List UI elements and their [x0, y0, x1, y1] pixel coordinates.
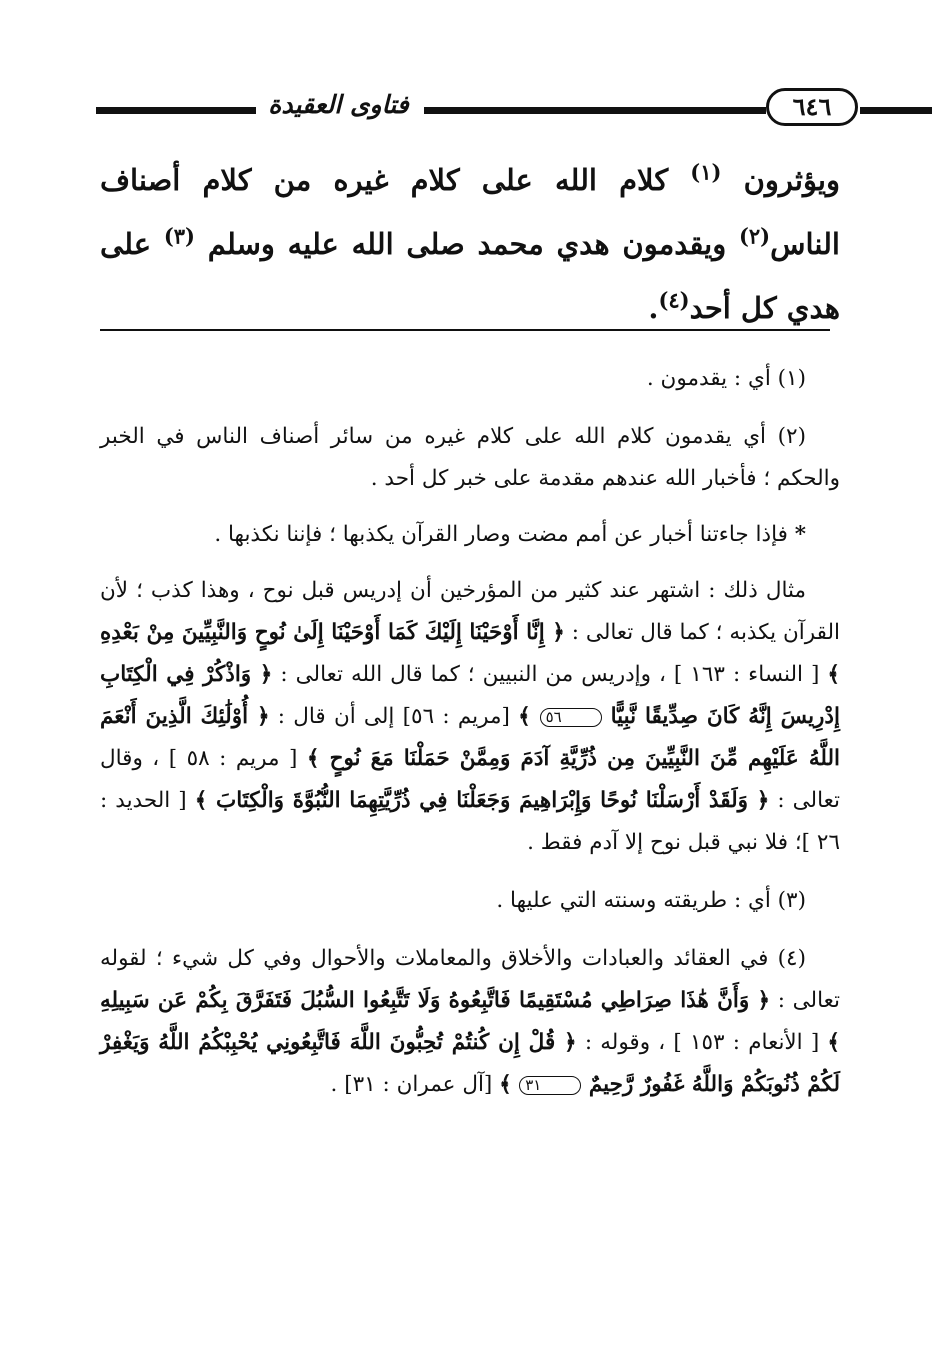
- footnote-text: ، وقال تعالى :: [100, 746, 840, 813]
- footnote-number: (١): [777, 366, 806, 391]
- footnote-ref: (٤): [658, 287, 690, 313]
- verse-reference: [ الأنعام : ١٥٣ ]: [665, 1030, 828, 1055]
- footnote-paragraph: [100, 416, 840, 500]
- header-rule: [424, 107, 766, 114]
- footnote-text: مثال ذلك : اشتهر عند كثير من المؤرخين أن إدريس قبل نوح ، وهذا كذب ؛ لأن القرآن يكذبه ؛ كما قال تعالى :: [100, 578, 841, 645]
- verse-reference: [ النساء : ١٦٣ ]: [665, 662, 828, 687]
- footnote-number: (٢): [777, 424, 806, 449]
- quran-verse: ﴾: [518, 704, 540, 729]
- verse-reference: [ مريم : ٥٨ ]: [159, 746, 307, 771]
- quran-verse: ﴿ إِنَّا أَوْحَيْنَا إِلَيْكَ كَمَا أَوْحَيْنَا إِلَىٰ نُوحٍ وَالنَّبِيِّينَ مِنْ بَعْدِهِ ﴾: [100, 620, 840, 687]
- ayah-number: ٥٦: [540, 708, 602, 727]
- quran-verse: ﴿ وَاذْكُرْ فِي الْكِتَابِ إِدْرِيسَ إِنَّهُ كَانَ صِدِّيقًا نَّبِيًّا: [100, 662, 840, 729]
- main-paragraph: [100, 148, 840, 340]
- verse-reference: [ الحديد : ٢٦ ]: [100, 788, 840, 855]
- footnote-3: [100, 880, 840, 922]
- page-number: ٦٤٦: [766, 88, 858, 126]
- quran-verse: ﴿ قُلْ إِن كُنتُمْ تُحِبُّونَ اللَّهَ فَاتَّبِعُونِي يُحْبِبْكُمُ اللَّهُ وَيَغْفِرْ لَكُمْ ذُنُوبَكُمْ وَاللَّهُ غَفُورٌ رَّحِيمٌ: [100, 1030, 840, 1097]
- footnote-text: ، وقوله :: [576, 1030, 666, 1055]
- quran-verse: ﴿ وَأَنَّ هَٰذَا صِرَاطِي مُسْتَقِيمًا فَاتَّبِعُوهُ وَلَا تَتَّبِعُوا السُّبُلَ فَتَفَرَّقَ بِكُمْ عَن سَبِيلِهِ ﴾: [100, 988, 841, 1055]
- main-text-segment: ويؤثرون: [721, 163, 840, 197]
- footnote-text: ؛ فلا نبي قبل نوح إلا آدم فقط .: [527, 830, 802, 855]
- footnote-text: فإذا جاءتنا أخبار عن أمم مضت وصار القرآن يكذبها ؛ فإننا نكذبها .: [214, 522, 795, 547]
- footnote-paragraph: [100, 514, 840, 556]
- footnote-paragraph: [100, 570, 840, 864]
- footnote-ref: (٣): [163, 223, 195, 249]
- footnote-2: [100, 416, 840, 864]
- footnote-paragraph: [100, 938, 840, 1106]
- footnote-text: في العقائد والعبادات والأخلاق والمعاملات والأحوال وفي كل شيء ؛ لقوله تعالى :: [100, 946, 840, 1013]
- quran-verse: ﴿ وَلَقَدْ أَرْسَلْنَا نُوحًا وَإِبْرَاهِيمَ وَجَعَلْنَا فِي ذُرِّيَّتِهِمَا النُّبُوَّةَ وَالْكِتَابَ ﴾: [194, 788, 770, 813]
- star-marker: *: [794, 522, 806, 547]
- header-rule: [96, 107, 256, 114]
- footnote-separator: [100, 329, 830, 331]
- header-rule: [860, 107, 932, 114]
- verse-reference: [مريم : ٥٦]: [394, 704, 519, 729]
- book-title: فتاوى العقيدة: [268, 90, 409, 119]
- main-text-segment: ويقدمون هدي محمد صلى الله عليه وسلم: [194, 227, 739, 261]
- page-header: [96, 88, 836, 128]
- footnotes: [100, 358, 840, 1122]
- footnote-paragraph: [100, 358, 840, 400]
- footnote-text: أي : يقدمون .: [646, 366, 778, 391]
- footnote-ref: (٢): [738, 223, 771, 249]
- main-text-segment: كلام الله على كلام غيره من كلام أصناف الناس: [100, 163, 840, 261]
- footnote-text: أي يقدمون كلام الله على كلام غيره من سائر أصناف الناس في الخبر والحكم ؛ فأخبار الله عندهم مقدمة على خبر كل أحد .: [100, 424, 840, 491]
- quran-verse: ﴿ أُوْلَٰئِكَ الَّذِينَ أَنْعَمَ اللَّهُ عَلَيْهِم مِّنَ النَّبِيِّينَ مِن ذُرِّيَّةِ آدَمَ وَمِمَّنْ حَمَلْنَا مَعَ نُوحٍ ﴾: [100, 704, 841, 771]
- footnote-ref: (١): [690, 159, 722, 185]
- ayah-number: ٣١: [519, 1076, 581, 1095]
- main-text-segment: .: [648, 291, 659, 325]
- quran-verse: ﴾: [499, 1072, 520, 1097]
- footnote-text: ، وإدريس من النبيين ؛ كما قال الله تعالى :: [272, 662, 666, 687]
- verse-reference: [آل عمران : ٣١] .: [330, 1072, 500, 1097]
- footnote-paragraph: [100, 880, 840, 922]
- footnote-text: أي : طريقته وسنته التي عليها .: [496, 888, 778, 913]
- footnote-1: [100, 358, 840, 400]
- footnote-4: [100, 938, 840, 1106]
- footnote-number: (٣): [777, 888, 806, 913]
- footnote-number: (٤): [777, 946, 806, 971]
- footnote-text: إلى أن قال :: [269, 704, 395, 729]
- main-text-segment: على هدي كل أحد: [100, 227, 840, 325]
